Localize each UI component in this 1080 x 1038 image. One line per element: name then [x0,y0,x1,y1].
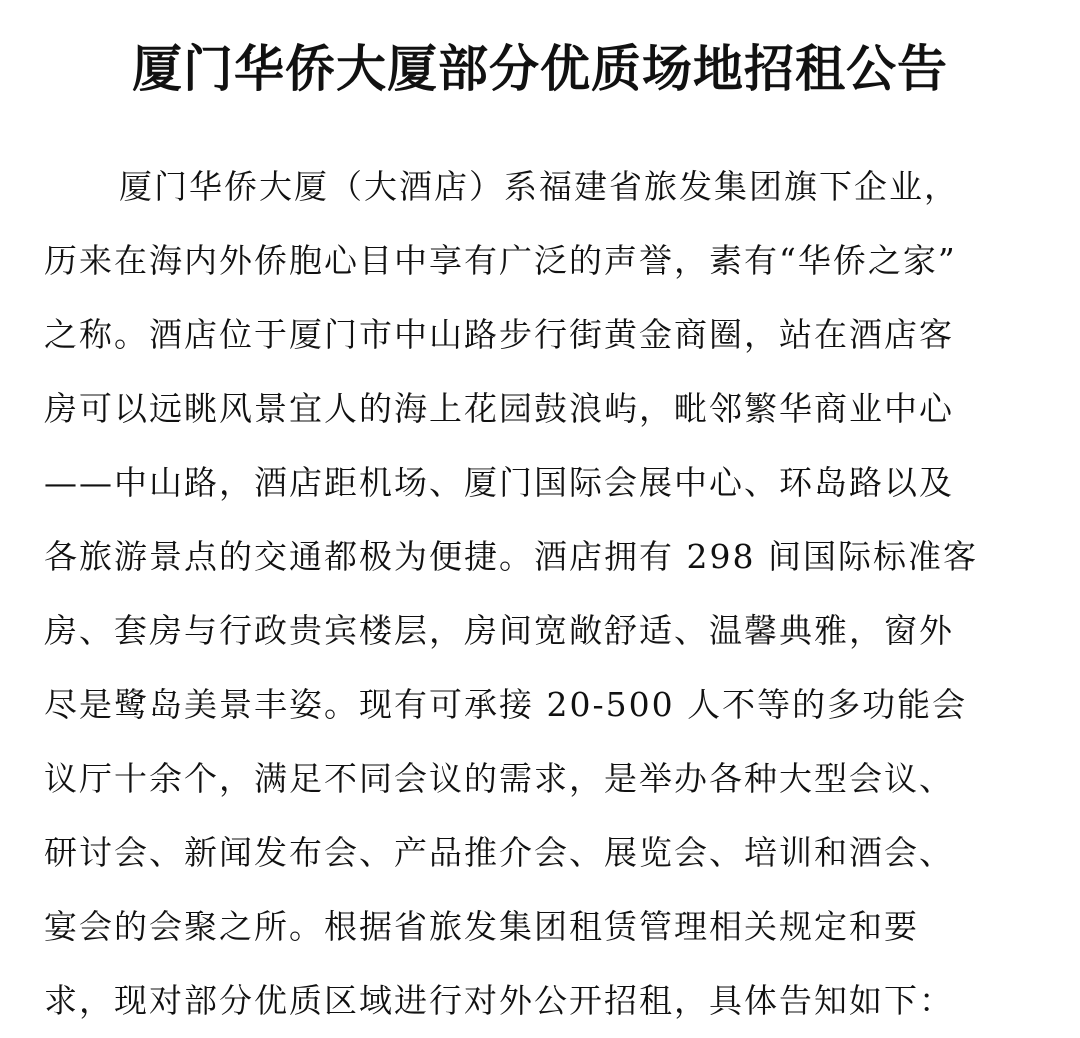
paragraph-line: 各旅游景点的交通都极为便捷。酒店拥有 298 间国际标准客 [44,537,978,576]
paragraph-line: 尽是鹭岛美景丰姿。现有可承接 20-500 人不等的多功能会 [44,685,968,724]
paragraph-line: 研讨会、新闻发布会、产品推介会、展览会、培训和酒会、 [44,833,954,872]
document-title: 厦门华侨大厦部分优质场地招租公告 [132,40,948,98]
paragraph-line: 房、套房与行政贵宾楼层，房间宽敞舒适、温馨典雅，窗外 [44,611,954,650]
paragraph-line: 议厅十余个，满足不同会议的需求，是举办各种大型会议、 [44,759,954,798]
intro-paragraph [44,150,1034,1038]
paragraph-line: 之称。酒店位于厦门市中山路步行街黄金商圈，站在酒店客 [44,315,954,354]
paragraph-line: ——中山路，酒店距机场、厦门国际会展中心、环岛路以及 [44,463,954,502]
paragraph-line: 求，现对部分优质区域进行对外公开招租，具体告知如下： [44,981,954,1020]
paragraph-line: 厦门华侨大厦（大酒店）系福建省旅发集团旗下企业， [119,167,959,206]
paragraph-line: 房可以远眺风景宜人的海上花园鼓浪屿，毗邻繁华商业中心 [44,389,954,428]
paragraph-line: 历来在海内外侨胞心目中享有广泛的声誉，素有“华侨之家” [44,241,957,280]
paragraph-line: 宴会的会聚之所。根据省旅发集团租赁管理相关规定和要 [44,907,919,946]
